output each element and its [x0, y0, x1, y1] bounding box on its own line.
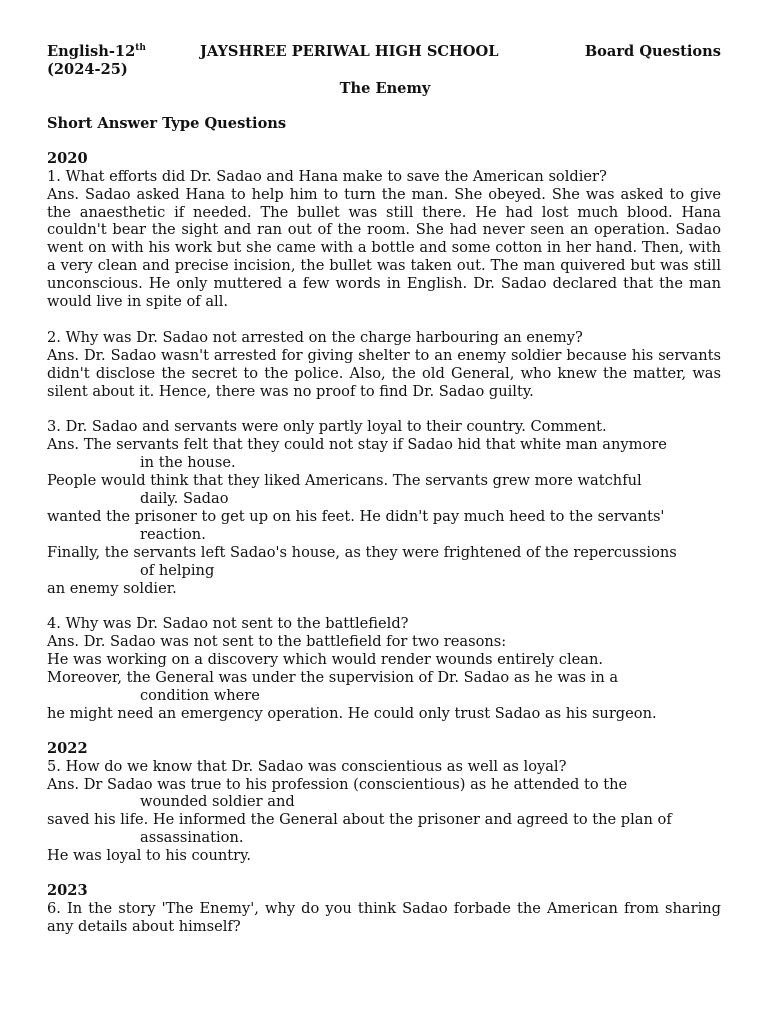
- year-heading-2022: 2022: [47, 739, 88, 757]
- question-4: 4. Why was Dr. Sadao not sent to the battlefield?: [47, 615, 409, 633]
- answer-5: [47, 776, 721, 866]
- answer-4-line: he might need an emergency operation. He could only trust Sadao as his surgeon.: [47, 704, 657, 722]
- answer-4-line: He was working on a discovery which would render wounds entirely clean.: [47, 651, 604, 669]
- answer-5-line: He was loyal to his country.: [47, 847, 252, 865]
- question-1: 1. What efforts did Dr. Sadao and Hana make to save the American soldier?: [47, 167, 607, 185]
- answer-3-line: reaction.: [140, 525, 206, 543]
- question-5: 5. How do we know that Dr. Sadao was conscientious as well as loyal?: [47, 757, 567, 775]
- question-3: 3. Dr. Sadao and servants were only partly loyal to their country. Comment.: [47, 418, 607, 436]
- answer-3-line: People would think that they liked Americans. The servants grew more watchful: [47, 472, 642, 490]
- section-title: Short Answer Type Questions: [47, 114, 287, 132]
- subject-superscript: th: [135, 43, 146, 54]
- answer-3-line: in the house.: [140, 454, 236, 472]
- answer-3-line: Ans. The servants felt that they could not stay if Sadao hid that white man anymore: [47, 436, 667, 454]
- answer-3: [47, 436, 721, 597]
- document-type-label: Board Questions: [584, 43, 721, 60]
- answer-4-line: Moreover, the General was under the supervision of Dr. Sadao as he was in a: [47, 669, 619, 687]
- answer-1: Ans. Sadao asked Hana to help him to turn the man. She obeyed. She was asked to give the anaesthetic if needed. The bullet was still there. He had lost much blood. Hana couldn't bear the sight and ran out of the room. She had never seen an operation. Sadao went on with his work but she came with a bottle and some cotton in her hand. Then, with a very clean and precise incision, the bullet was taken out. The man quivered but was still unconscious. He only muttered a few words in English. Dr. Sadao declared that the man would live in spite of all.: [47, 185, 721, 311]
- answer-3-line: Finally, the servants left Sadao's house, as they were frightened of the repercussions: [47, 543, 677, 561]
- answer-3-line: of helping: [140, 561, 215, 579]
- answer-4-line: Ans. Dr. Sadao was not sent to the battlefield for two reasons:: [47, 633, 507, 651]
- question-2: 2. Why was Dr. Sadao not arrested on the charge harbouring an enemy?: [47, 328, 583, 346]
- year-heading-2023: 2023: [47, 882, 88, 900]
- subject-label: [47, 43, 146, 61]
- subject-text: English-12: [47, 43, 136, 60]
- answer-5-line: wounded soldier and: [140, 793, 295, 811]
- document-page: [47, 40, 721, 936]
- question-6: 6. In the story 'The Enemy', why do you think Sadao forbade the American from sharing any details about himself?: [47, 900, 721, 935]
- answer-5-line: Ans. Dr Sadao was true to his profession (conscientious) as he attended to the: [47, 775, 628, 793]
- answer-5-line: assassination.: [140, 829, 244, 847]
- answer-3-line: daily. Sadao: [140, 490, 229, 507]
- chapter-title: The Enemy: [339, 80, 431, 97]
- answer-5-line: saved his life. He informed the General about the prisoner and agreed to the plan of: [47, 811, 672, 829]
- year-heading-2020: 2020: [47, 149, 88, 167]
- answer-4-line: condition where: [140, 686, 260, 704]
- session-label: (2024-25): [47, 61, 128, 78]
- answer-4: [47, 633, 721, 723]
- answer-2: Ans. Dr. Sadao wasn't arrested for giving shelter to an enemy soldier because his servants didn't disclose the secret to the police. Also, the old General, who knew the matter, was silent about it. Hence, there was no proof to find Dr. Sadao guilty.: [47, 346, 721, 400]
- answer-3-line: wanted the prisoner to get up on his feet. He didn't pay much heed to the servants': [47, 507, 665, 525]
- answer-3-line: an enemy soldier.: [47, 579, 177, 597]
- school-name: JAYSHREE PERIWAL HIGH SCHOOL: [200, 43, 499, 60]
- document-header: [47, 40, 721, 76]
